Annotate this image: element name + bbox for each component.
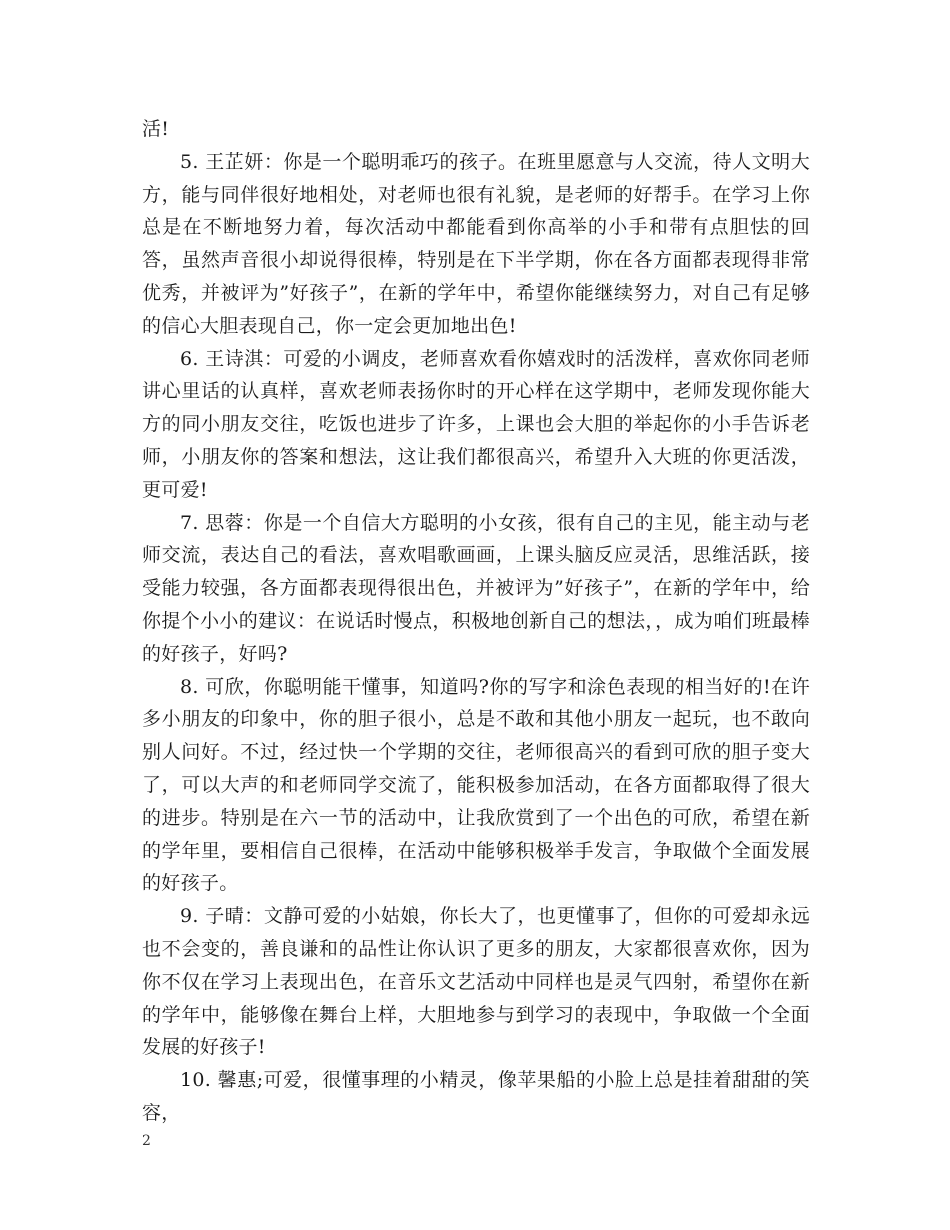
paragraph-7: 7. 思蓉：你是一个自信大方聪明的小女孩，很有自己的主见，能主动与老师交流，表达自己的看法，喜欢唱歌画画，上课头脑反应灵活，思维活跃，接受能力较强，各方面都表现得很出色，并被评为”好孩子”，在新的学年中，给你提个小小的建议：在说话时慢点，积极地创新自己的想法，，成为咱们班最棒的好孩子，好吗? (142, 511, 810, 665)
paragraph-8: 8. 可欣，你聪明能干懂事，知道吗?你的写字和涂色表现的相当好的!在许多小朋友的印象中，你的胆子很小，总是不敢和其他小朋友一起玩，也不敢向别人问好。不过，经过快一个学期的交往，老师很高兴的看到可欣的胆子变大了，可以大声的和老师同学交流了，能积极参加活动，在各方面都取得了很大的进步。特别是在六一节的活动中，让我欣赏到了一个出色的可欣，希望在新的学年里，要相信自己很棒，在活动中能够积极举手发言，争取做个全面发展的好孩子。 (142, 675, 810, 895)
page-number: 2 (142, 1133, 151, 1149)
paragraph-9: 9. 子晴：文静可爱的小姑娘，你长大了，也更懂事了，但你的可爱却永远也不会变的，善良谦和的品性让你认识了更多的朋友，大家都很喜欢你，因为你不仅在学习上表现出色，在音乐文艺活动中同样也是灵气四射，希望你在新的学年中，能够像在舞台上样，大胆地参与到学习的表现中，争取做一个全面发展的好孩子! (142, 905, 810, 1059)
leading-fragment: 活! (142, 118, 170, 140)
paragraph-5: 5. 王芷妍：你是一个聪明乖巧的孩子。在班里愿意与人交流，待人文明大方，能与同伴很好地相处，对老师也很有礼貌，是老师的好帮手。在学习上你总是在不断地努力着，每次活动中都能看到你高举的小手和带有点胆怯的回答，虽然声音很小却说得很棒，特别是在下半学期，你在各方面都表现得非常优秀，并被评为”好孩子”，在新的学年中，希望你能继续努力，对自己有足够的信心大胆表现自己，你一定会更加地出色! (142, 150, 810, 337)
document-body (142, 113, 810, 1130)
paragraph-10: 10. 馨惠;可爱，很懂事理的小精灵，像苹果船的小脸上总是挂着甜甜的笑容， (142, 1069, 810, 1124)
paragraph-6: 6. 王诗淇：可爱的小调皮，老师喜欢看你嬉戏时的活泼样，喜欢你同老师讲心里话的认真样，喜欢老师表扬你时的开心样在这学期中，老师发现你能大方的同小朋友交往，吃饭也进步了许多，上课也会大胆的举起你的小手告诉老师，小朋友你的答案和想法，这让我们都很高兴，希望升入大班的你更活泼，更可爱! (142, 347, 810, 501)
